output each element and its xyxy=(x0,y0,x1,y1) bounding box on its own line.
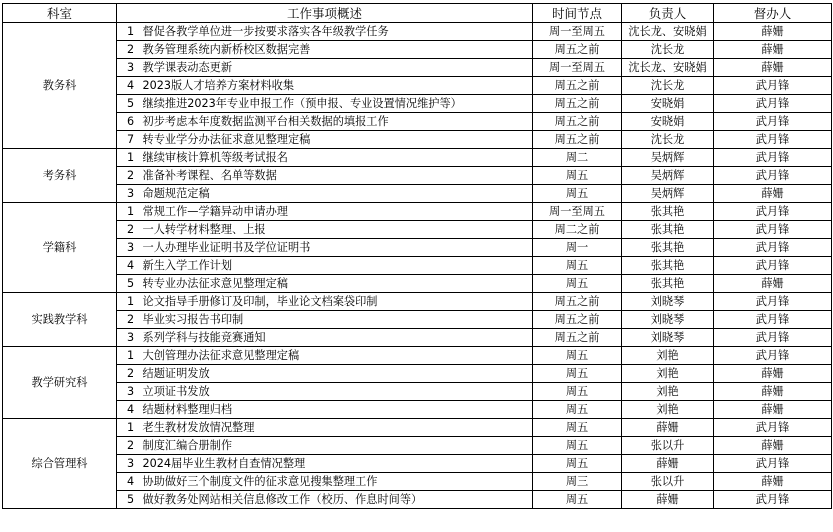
time-cell: 周五 xyxy=(533,437,622,455)
table-row xyxy=(3,329,832,347)
dept-cell: 教务科 xyxy=(3,23,117,149)
time-cell: 周三 xyxy=(533,473,622,491)
task-cell: 继续推进2023年专业申报工作（预申报、专业设置情况维护等） xyxy=(141,95,533,113)
supervisor-cell: 薛姗 xyxy=(714,59,832,77)
owner-cell: 张其艳 xyxy=(622,239,714,257)
supervisor-cell: 武月锋 xyxy=(714,95,832,113)
header-dept: 科室 xyxy=(3,4,117,23)
table-row xyxy=(3,221,832,239)
task-table-body xyxy=(3,23,832,509)
task-cell: 继续审核计算机等级考试报名 xyxy=(141,149,533,167)
time-cell: 周一至周五 xyxy=(533,23,622,41)
time-cell: 周五之前 xyxy=(533,311,622,329)
time-cell: 周五 xyxy=(533,491,622,509)
table-row xyxy=(3,401,832,419)
owner-cell: 安晓娟 xyxy=(622,113,714,131)
time-cell: 周五 xyxy=(533,455,622,473)
time-cell: 周五 xyxy=(533,401,622,419)
task-cell: 2023版人才培养方案材料收集 xyxy=(141,77,533,95)
time-cell: 周一 xyxy=(533,239,622,257)
time-cell: 周一至周五 xyxy=(533,203,622,221)
table-row xyxy=(3,203,832,221)
task-cell: 一人转学材料整理、上报 xyxy=(141,221,533,239)
row-number-cell: 5 xyxy=(117,275,141,293)
header-task: 工作事项概述 xyxy=(117,4,533,23)
owner-cell: 沈长龙 xyxy=(622,41,714,59)
supervisor-cell: 武月锋 xyxy=(714,311,832,329)
table-row xyxy=(3,185,832,203)
task-cell: 命题规范定稿 xyxy=(141,185,533,203)
task-cell: 毕业实习报告书印制 xyxy=(141,311,533,329)
time-cell: 周一至周五 xyxy=(533,59,622,77)
task-cell: 论文指导手册修订及印制，毕业论文档案袋印制 xyxy=(141,293,533,311)
owner-cell: 沈长龙 xyxy=(622,77,714,95)
header-time: 时间节点 xyxy=(533,4,622,23)
table-row xyxy=(3,473,832,491)
supervisor-cell: 薛姗 xyxy=(714,383,832,401)
row-number-cell: 4 xyxy=(117,473,141,491)
row-number-cell: 2 xyxy=(117,437,141,455)
supervisor-cell: 薛姗 xyxy=(714,275,832,293)
task-cell: 准备补考课程、名单等数据 xyxy=(141,167,533,185)
table-row xyxy=(3,275,832,293)
time-cell: 周五之前 xyxy=(533,131,622,149)
row-number-cell: 1 xyxy=(117,293,141,311)
table-row xyxy=(3,437,832,455)
task-cell: 新生入学工作计划 xyxy=(141,257,533,275)
task-cell: 督促各教学单位进一步按要求落实各年级教学任务 xyxy=(141,23,533,41)
row-number-cell: 3 xyxy=(117,455,141,473)
owner-cell: 薛姗 xyxy=(622,419,714,437)
owner-cell: 吴炳辉 xyxy=(622,185,714,203)
table-row xyxy=(3,149,832,167)
owner-cell: 刘晓琴 xyxy=(622,311,714,329)
table-row xyxy=(3,455,832,473)
table-row xyxy=(3,383,832,401)
table-row xyxy=(3,23,832,41)
time-cell: 周五 xyxy=(533,383,622,401)
supervisor-cell: 武月锋 xyxy=(714,167,832,185)
header-supervisor: 督办人 xyxy=(714,4,832,23)
table-row xyxy=(3,95,832,113)
time-cell: 周五之前 xyxy=(533,77,622,95)
time-cell: 周五 xyxy=(533,419,622,437)
owner-cell: 刘艳 xyxy=(622,401,714,419)
supervisor-cell: 薛姗 xyxy=(714,185,832,203)
row-number-cell: 2 xyxy=(117,221,141,239)
task-cell: 立项证书发放 xyxy=(141,383,533,401)
row-number-cell: 1 xyxy=(117,23,141,41)
table-row xyxy=(3,347,832,365)
time-cell: 周五之前 xyxy=(533,95,622,113)
supervisor-cell: 薛姗 xyxy=(714,473,832,491)
supervisor-cell: 武月锋 xyxy=(714,113,832,131)
time-cell: 周五 xyxy=(533,275,622,293)
table-row xyxy=(3,167,832,185)
dept-cell: 学籍科 xyxy=(3,203,117,293)
task-cell: 初步考虑本年度数据监测平台相关数据的填报工作 xyxy=(141,113,533,131)
row-number-cell: 3 xyxy=(117,59,141,77)
supervisor-cell: 薛姗 xyxy=(714,41,832,59)
row-number-cell: 1 xyxy=(117,203,141,221)
supervisor-cell: 武月锋 xyxy=(714,203,832,221)
time-cell: 周五 xyxy=(533,257,622,275)
supervisor-cell: 武月锋 xyxy=(714,77,832,95)
supervisor-cell: 薛姗 xyxy=(714,365,832,383)
owner-cell: 张其艳 xyxy=(622,257,714,275)
dept-cell: 实践教学科 xyxy=(3,293,117,347)
supervisor-cell: 武月锋 xyxy=(714,419,832,437)
time-cell: 周二之前 xyxy=(533,221,622,239)
row-number-cell: 1 xyxy=(117,149,141,167)
task-cell: 系列学科与技能竞赛通知 xyxy=(141,329,533,347)
row-number-cell: 1 xyxy=(117,419,141,437)
time-cell: 周五 xyxy=(533,365,622,383)
header-owner: 负责人 xyxy=(622,4,714,23)
time-cell: 周五之前 xyxy=(533,293,622,311)
owner-cell: 刘艳 xyxy=(622,347,714,365)
row-number-cell: 3 xyxy=(117,329,141,347)
owner-cell: 张其艳 xyxy=(622,203,714,221)
dept-cell: 教学研究科 xyxy=(3,347,117,419)
owner-cell: 刘艳 xyxy=(622,365,714,383)
table-row xyxy=(3,311,832,329)
task-cell: 制度汇编合册制作 xyxy=(141,437,533,455)
task-cell: 转专业办法征求意见整理定稿 xyxy=(141,275,533,293)
task-cell: 老生教材发放情况整理 xyxy=(141,419,533,437)
row-number-cell: 1 xyxy=(117,347,141,365)
task-cell: 大创管理办法征求意见整理定稿 xyxy=(141,347,533,365)
row-number-cell: 4 xyxy=(117,77,141,95)
task-cell: 常规工作—学籍异动申请办理 xyxy=(141,203,533,221)
row-number-cell: 2 xyxy=(117,365,141,383)
row-number-cell: 3 xyxy=(117,383,141,401)
table-row xyxy=(3,131,832,149)
time-cell: 周五 xyxy=(533,167,622,185)
table-row xyxy=(3,491,832,509)
table-row xyxy=(3,257,832,275)
row-number-cell: 7 xyxy=(117,131,141,149)
owner-cell: 刘艳 xyxy=(622,383,714,401)
time-cell: 周五 xyxy=(533,185,622,203)
time-cell: 周五之前 xyxy=(533,41,622,59)
row-number-cell: 3 xyxy=(117,239,141,257)
owner-cell: 张其艳 xyxy=(622,275,714,293)
row-number-cell: 2 xyxy=(117,311,141,329)
table-row xyxy=(3,419,832,437)
owner-cell: 吴炳辉 xyxy=(622,167,714,185)
row-number-cell: 5 xyxy=(117,491,141,509)
supervisor-cell: 薛姗 xyxy=(714,401,832,419)
row-number-cell: 2 xyxy=(117,167,141,185)
supervisor-cell: 武月锋 xyxy=(714,455,832,473)
task-cell: 教务管理系统内新桥校区数据完善 xyxy=(141,41,533,59)
supervisor-cell: 武月锋 xyxy=(714,131,832,149)
owner-cell: 张以升 xyxy=(622,437,714,455)
task-cell: 2024届毕业生教材自查情况整理 xyxy=(141,455,533,473)
task-cell: 协助做好三个制度文件的征求意见搜集整理工作 xyxy=(141,473,533,491)
task-cell: 教学课表动态更新 xyxy=(141,59,533,77)
supervisor-cell: 武月锋 xyxy=(714,257,832,275)
row-number-cell: 5 xyxy=(117,95,141,113)
supervisor-cell: 武月锋 xyxy=(714,293,832,311)
row-number-cell: 4 xyxy=(117,257,141,275)
row-number-cell: 2 xyxy=(117,41,141,59)
task-cell: 转专业学分办法征求意见整理定稿 xyxy=(141,131,533,149)
owner-cell: 张以升 xyxy=(622,473,714,491)
task-cell: 做好教务处网站相关信息修改工作（校历、作息时间等） xyxy=(141,491,533,509)
table-row xyxy=(3,239,832,257)
task-cell: 结题材料整理归档 xyxy=(141,401,533,419)
time-cell: 周五之前 xyxy=(533,113,622,131)
table-row xyxy=(3,365,832,383)
owner-cell: 薛姗 xyxy=(622,491,714,509)
time-cell: 周五 xyxy=(533,347,622,365)
task-cell: 一人办理毕业证明书及学位证明书 xyxy=(141,239,533,257)
owner-cell: 沈长龙、安晓娟 xyxy=(622,59,714,77)
supervisor-cell: 武月锋 xyxy=(714,239,832,257)
owner-cell: 刘晓琴 xyxy=(622,293,714,311)
supervisor-cell: 武月锋 xyxy=(714,347,832,365)
dept-cell: 综合管理科 xyxy=(3,419,117,509)
owner-cell: 吴炳辉 xyxy=(622,149,714,167)
weekly-task-table xyxy=(2,3,832,509)
table-row xyxy=(3,77,832,95)
supervisor-cell: 武月锋 xyxy=(714,221,832,239)
supervisor-cell: 武月锋 xyxy=(714,491,832,509)
owner-cell: 刘晓琴 xyxy=(622,329,714,347)
table-row xyxy=(3,59,832,77)
supervisor-cell: 武月锋 xyxy=(714,329,832,347)
table-row xyxy=(3,113,832,131)
owner-cell: 沈长龙、安晓娟 xyxy=(622,23,714,41)
supervisor-cell: 武月锋 xyxy=(714,149,832,167)
header-row xyxy=(3,4,832,23)
supervisor-cell: 薛姗 xyxy=(714,437,832,455)
row-number-cell: 4 xyxy=(117,401,141,419)
row-number-cell: 3 xyxy=(117,185,141,203)
time-cell: 周二 xyxy=(533,149,622,167)
time-cell: 周五之前 xyxy=(533,329,622,347)
row-number-cell: 6 xyxy=(117,113,141,131)
table-row xyxy=(3,293,832,311)
table-row xyxy=(3,41,832,59)
owner-cell: 安晓娟 xyxy=(622,95,714,113)
dept-cell: 考务科 xyxy=(3,149,117,203)
supervisor-cell: 薛姗 xyxy=(714,23,832,41)
owner-cell: 张其艳 xyxy=(622,221,714,239)
owner-cell: 薛姗 xyxy=(622,455,714,473)
owner-cell: 沈长龙 xyxy=(622,131,714,149)
task-cell: 结题证明发放 xyxy=(141,365,533,383)
